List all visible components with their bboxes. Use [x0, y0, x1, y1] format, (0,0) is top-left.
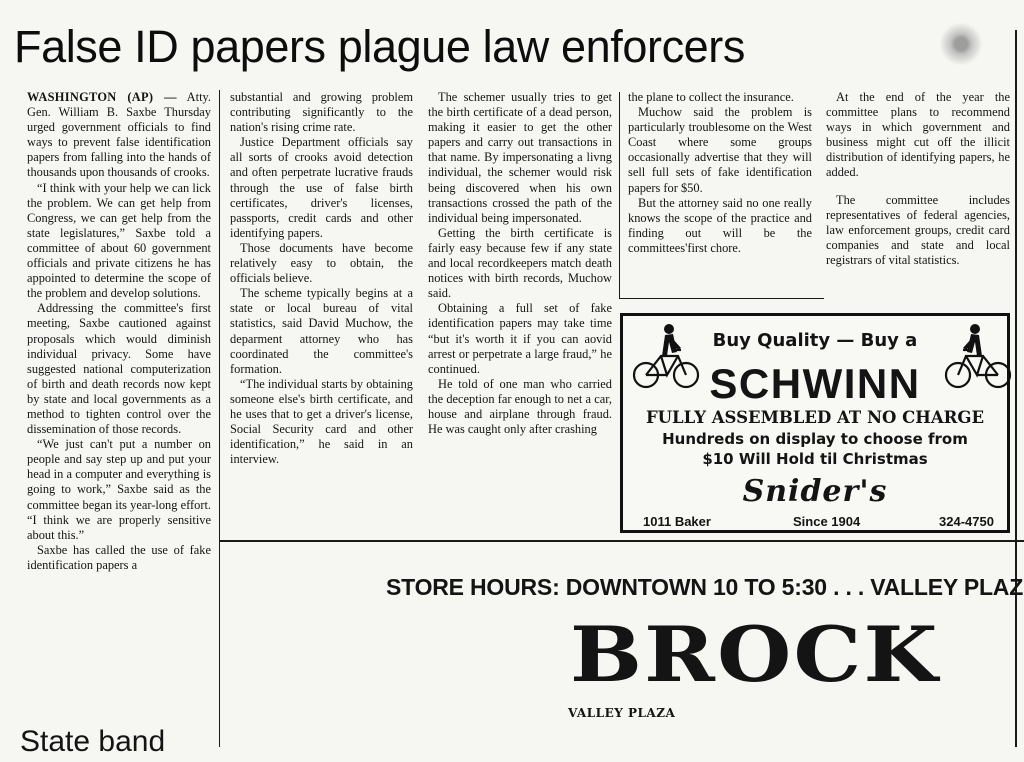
paragraph: At the end of the year the committee plans to recommend ways in which government and business might cut off the illicit distribution of identifying papers, he added.	[826, 90, 1010, 180]
ad-display-line: Hundreds on display to choose from	[662, 430, 968, 448]
article-column-2	[230, 90, 413, 467]
ad-phone: 324-4750	[939, 514, 994, 529]
article-headline: False ID papers plague law enforcers	[14, 21, 745, 72]
article-column-5	[826, 90, 1010, 268]
next-article-headline: State band	[20, 725, 166, 758]
dateline: WASHINGTON (AP) —	[27, 90, 177, 104]
column-rule	[219, 90, 220, 747]
ad-tagline: Buy Quality — Buy a	[712, 330, 918, 351]
paragraph: Saxbe has called the use of fake identification papers a	[27, 542, 211, 572]
paragraph: Justice Department officials say all sorts of crooks avoid detection and often perpetrate lucrative frauds through the use of false birth certificates, driver's licenses, passports, credit cards and other identifying papers.	[230, 135, 413, 240]
paragraph: The committee includes representatives of federal agencies, law enforcement groups, credit card companies and state and local registrars of vital statistics.	[826, 192, 1010, 267]
paragraph: The schemer usually tries to get the birth certificate of a dead person, making it easier to get the other papers and carry out transactions in that name. By impersonating a livng individual, the schemer would risk being discovered when his own transactions crossed the path of the individual being impersonated.	[428, 90, 612, 225]
column-rule	[619, 92, 620, 298]
article-column-3	[428, 90, 612, 437]
paragraph: Muchow said the problem is particularly troublesome on the West Coast where some groups occasionally advertise that they will sell full sets of fake identification papers for $50.	[628, 105, 812, 195]
ad-assembled-line: FULLY ASSEMBLED AT NO CHARGE	[645, 408, 985, 427]
paragraph: “We just can't put a number on people and say step up and put your head in a computer and everything is going to work,” Saxbe said as the committee began its year-long effort. “I think we are properly sensitive about this.”	[27, 437, 211, 542]
valley-plaza-label: VALLEY PLAZA	[568, 706, 676, 720]
store-hours-banner: STORE HOURS: DOWNTOWN 10 TO 5:30 . . . VALLEY PLAZ	[386, 574, 1024, 600]
ad-hold-line: $10 Will Hold til Christmas	[702, 450, 928, 468]
paragraph: WASHINGTON (AP) — Atty. Gen. William B. Saxbe Thursday urged government officials to find ways to prevent false identification papers from falling into the hands of thousands upon thousands of crooks.	[27, 90, 212, 180]
paragraph: He told of one man who carried the deception far enough to net a car, house and airplane through fraud. He was caught only after crashing	[428, 376, 612, 437]
brock-logo: BROCK	[570, 612, 940, 698]
ad-address: 1011 Baker	[643, 514, 711, 529]
paragraph: But the attorney said no one really knows the scope of the practice and finding out will be the committees'first chore.	[628, 195, 812, 255]
ad-since: Since 1904	[793, 514, 861, 529]
ad-separator	[219, 540, 1024, 542]
article-column-1	[27, 90, 211, 573]
paragraph: substantial and growing problem contributing significantly to the nation's rising crime rate.	[230, 90, 413, 135]
schwinn-advertisement	[620, 313, 1010, 533]
article-column-4	[628, 90, 812, 256]
ad-brand-name: SCHWINN	[709, 360, 921, 407]
paragraph: the plane to collect the insurance.	[628, 90, 794, 104]
paragraph: “I think with your help we can lick the problem. We can get help from Congress, we can get help from the state legislatures,” Saxbe told a committee of about 60 government officials and private citizens he has appointed to determine the scope of the problem and develop solutions.	[27, 180, 211, 301]
paragraph: Getting the birth certificate is fairly easy because few if any state and local recordkeepers match death notices with birth records, Muchow said.	[428, 225, 612, 301]
paragraph: Obtaining a full set of fake identification papers may take time “but it's worth it if you can aovid arrest or perpetrate a large fraud,” he continued.	[428, 301, 612, 376]
paragraph: “The individual starts by obtaining someone else's birth certificate, and he uses that to get a driver's license, Social Security card and other identification,” he said in an interview.	[230, 376, 413, 467]
ad-store-name: Snider's	[742, 474, 888, 509]
ink-blot	[938, 18, 984, 70]
paragraph: The scheme typically begins at a state or local bureau of vital statistics, said David Muchow, the deparment attorney who has coordinated the committee's formation.	[230, 286, 413, 376]
ad-separator	[619, 298, 824, 299]
paragraph: Those documents have become relatively easy to obtain, the officials believe.	[230, 240, 413, 286]
paragraph: Addressing the committee's first meeting, Saxbe cautioned against proposals which would diminish individual privacy. Some have suggested national computerization of birth and death records now kept by state and local governments as a method to tighten control over the dissemination of those records.	[27, 301, 211, 437]
